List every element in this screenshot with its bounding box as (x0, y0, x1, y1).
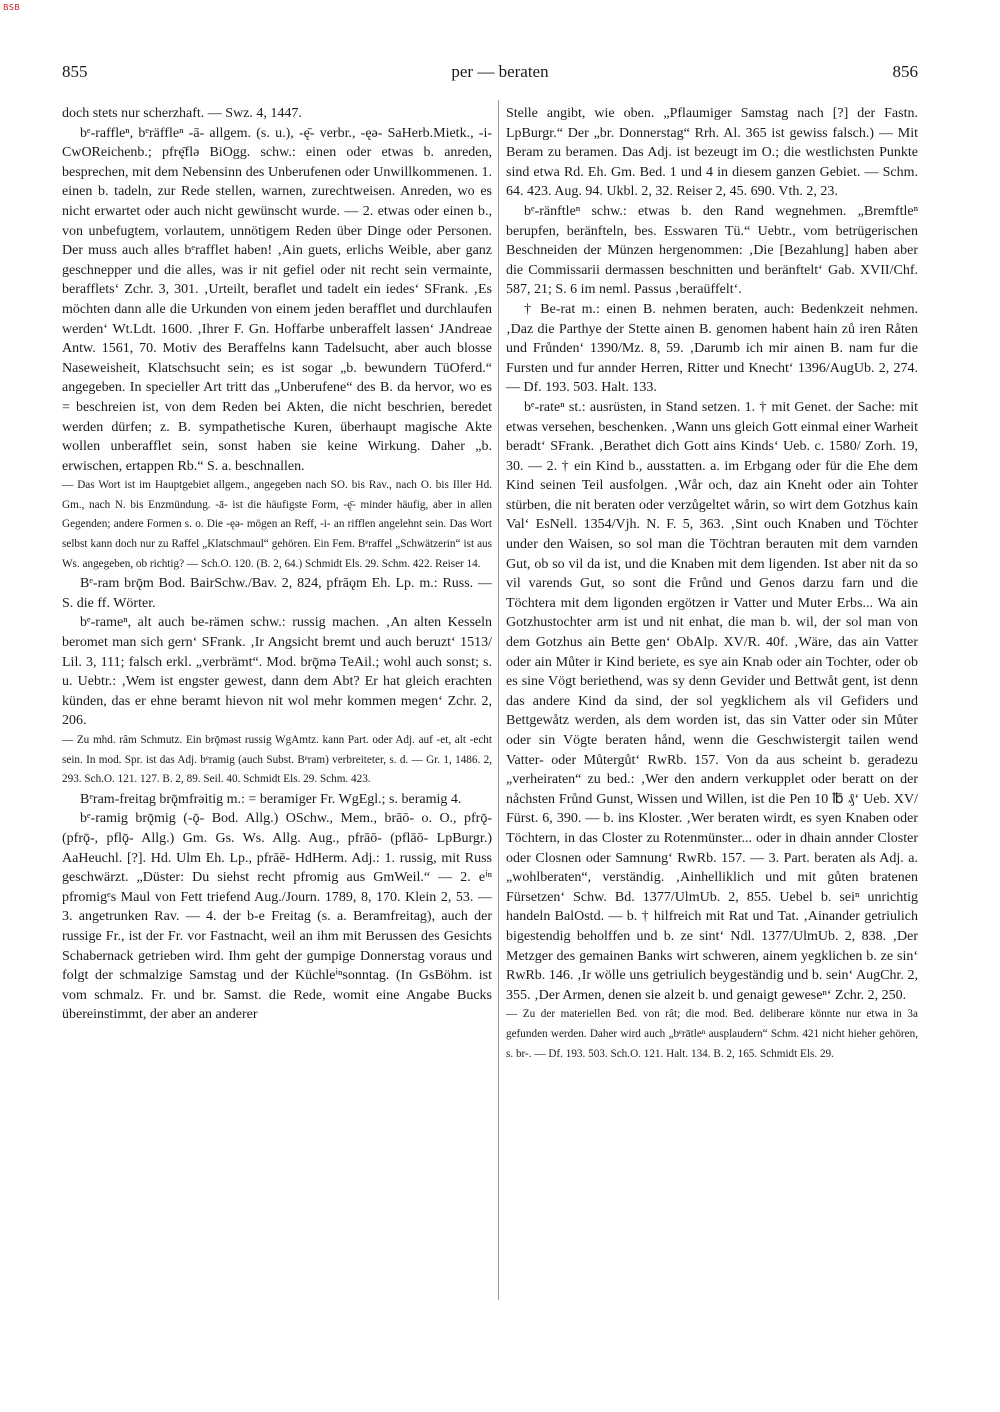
library-stamp: BSB (3, 3, 21, 12)
right-column (506, 104, 918, 1064)
paragraph: — Das Wort ist im Hauptgebiet allgem., angegeben nach SO. bis Rav., nach O. bis Iller Hd. Gm., nach N. bis Enzmündung. -ā- ist die häufigste Form, -ę̄- minder häufig, aber in allen Gegenden; andere Formen s. o. Die -ęə- mögen an Reff, -i- an rifflen angelehnt sein. Das Wort selbst kann doch nur zu Raffel „Klatschmaul“ gehören. Ein Fem. Bᵉraffel „Schwätzerin“ ist aus Ws. angegeben, ob richtig? — Sch.O. 120. (B. 2, 64.) Schmidt Els. 29. Schm. 422. Reiser 14. (62, 479, 492, 570)
entry-berat: † Be-rat m.: einen B. nehmen beraten, auch: Bedenkzeit nehmen. ‚Daz die Parthye der Stette ainen B. genomen habent hain zů iren Råten und Frůnden‘ 1390/Mz. 8, 59. ‚Darumb ich mir ainen B. nam fur die Fursten und fur annder Herren, Ritter und Knecht‘ 1396/AugUb. 2, 274. — Df. 193. 503. Halt. 133. (506, 301, 918, 396)
entry-beraffeln: bᵉ-raffleⁿ, bᵉräffleⁿ -ā- allgem. (s. u.), -ę̄- verbr., -ęə- SaHerb.Mietk., -i- CwOReichenb.; pfrę̄flə BiOgg. schw.: einen oder etwas b. anreden, besprechen, mit dem Nebensinn des Unberufenen oder Unwillkommenen. 1. einen b. tadeln, zur Rede stellen, warnen, zurechtweisen. Anreden, wo es nicht erwartet oder auch nicht gewünscht wurde. — 2. etwas oder einen b., von unbefugtem, vorlautem, unnötigem Reden über Dinge oder Personen. Der muss auch alles bᵉrafflet haben! ‚Ain guets, erlichs Weible, aber ganz geschnepper und die alles, was ir nit gefiel oder nit recht sein vermainte, berafflets‘ Zchr. 3, 301. ‚Urteilt, beraflet und tadelt ein iedes‘ SFrank. ‚Es möchten dann alle die Urkunden von einem jeden berafflet und durchlaufen werden‘ Wt.Ldt. 1600. ‚Ihrer F. Gn. Hoffarbe unberaffelt lassen‘ JAndreae Antw. 1561, 70. Motiv des Beraffelns kann Tadelsucht, aber auch blosse Naseweisheit, Klatschsucht sein; es ist sogar „b. bewundern TüOferd.“ angegeben. In specieller Art tritt das „Unberufene“ des B. da hervor, wo es = beschreien ist, von dem Reden bei Akten, die nicht beschrien, beredet werden dürfen; z. B. sympathetische Kuren, überhaupt magische Akte wollen unberafflet sein, sonst haben sie keine Wirkung. Daher „b. erwischen, ertappen Rb.“ S. a. beschnallen. (62, 125, 492, 474)
entry-beramig: bᵉ-ramig brǭmig (-ǭ- Bod. Allg.) OSchw., Mem., brāō- o. O., pfrǭ- (pfrǭ-, pflǭ- Allg.) Gm. Gs. Ws. Allg. Aug., pfrāō- (pflāō- LpBurgr.) AaHeuchl. [?]. Hd. Ulm Eh. Lp., pfrāē- HdHerm. Adj.: 1. russig, mit Russ geschwärzt. „Düster: Du siehst recht pfromig aus GmWeil.“ — 2. eⁱⁿ pfromigᵉs Maul von Fett triefend Aug./Journ. 1789, 8, 170. Klein 2, 53. — 3. angetrunken Rav. — 4. der b-e Freitag (s. a. Beramfreitag), auch der russige Fr., ist der Fr. vor Fastnacht, weil an ihm mit Berussen des Gesichts Schabernack getrieben wird. Ihm geht der gumpige Donnerstag voraus und folgt der schmalzige Samstag und der Küchleⁱⁿsonntag. (In GsBöhm. ist vom schmalz. Fr. und br. Samst. die Rede, womit eine Angabe Bucks übereinstimmt, der aber an anderer (62, 811, 492, 1023)
paragraph: doch stets nur scherzhaft. — Swz. 4, 1447. (62, 106, 302, 121)
entry-beramfreitag: Bᵉram-freitag brǭmfrəitig m.: = beramiger Fr. WgEgl.; s. beramig 4. (80, 791, 462, 807)
left-column (62, 104, 492, 1025)
page-number-left: 855 (62, 62, 88, 81)
entry-beramen: bᵉ-rameⁿ, alt auch be-rämen schw.: russig machen. ‚An alten Kesseln beromet man sich gern‘ SFrank. ‚Ir Angsicht bremt und auch beruzt‘ 1513/ Lil. 3, 111; falsch erkl. „verbrämt“. Mod. brǭmə TeAil.; wohl auch sonst; s. u. Uebtr.: ‚Wem ist engster gewest, dann dem Abt? Er hat gleich erachten künden, das er ehne beramt hievon nit wol mehr kommen megen‘ Zchr. 2, 206. (62, 615, 492, 729)
page-number-right: 856 (892, 62, 918, 81)
entry-beraten: bᵉ-rateⁿ st.: ausrüsten, in Stand setzen. 1. † mit Genet. der Sache: mit etwas versehen, beschenken. ‚Wann uns gleich Gott einmal einer Warheit beradt‘ SFrank. ‚Berathet dich Gott ains Kinds‘ Ueb. c. 1580/ Zorh. 19, 30. — 2. † ein Kind b., ausstatten. a. im Erbgang oder für die Ehe dem Kind seinen Teil ausfolgen. ‚Wår och, daz ain Kneht oder ain Tohter stürben, die nit beraten oder verzůgeltet wårin, so wirt dem Gotzhus kain Val‘ EsNell. 1354/Vjh. N. F. 5, 363. ‚Sint ouch Knaben und Töchter under den Waisen, so sol man die Töchtran berauten mit dem varnden Gut, ob so vil da ist, und die Knaben mit dem ligenden. Ist aber nit da so vil varends Gut, so sont die Frůnd und Genos darzu farn und die Töchtera mit dem ligonden ergötzen ir Vatter und Muter Erbs... Wa ain Gotzhustochter arm ist und nit enhat, die man b. wil, der sol man von dem Gotzhus ain Bette gen‘ ObAlp. XV/R. 40f. ‚Wäre, das ain Vatter oder ain Můter ir Kind beriete, es sye ain Knab oder ain Tochter, oder ob es sine Vögt beriethend, was sy denn Gevider und Bettwåt gent, ist denn das andere Kind da sind, der sol yegklichem als vil Gefiders und Bettgewåtz werden, als dem worden ist, das sin Vatter oder sin Můter oder sin Vögte beraten hånd, wenn die Geschwistergit tailen wend Vatter- oder Můtergůt‘ RwRb. 157. Von da aus scheint b. geradezu „verheiraten“ zu bed.: ‚Wer den andern verkupplet oder beratt on der nåchsten Frůnd Gunst, Wissen und Willen, ist die Pen 10 ℔ ₰‘ Ueb. XV/ Fürst. 6, 390. — b. ins Kloster. ‚Wer beraten wirdt, es syen Knaben oder Töchtern, in das Closter zu Rotenmünster... oder in dhain annder Closter oder Closnen oder Samnung‘ RwRb. 157. — 3. Part. beraten als Adj. a. „wohlberaten“, verständig. ‚Ainhelliklich und mit gůten bratenen Fürsetzen‘ Schw. Bd. 1377/UlmUb. 2, 855. Uebel b. seiⁿ unrichtig handeln BalOstd. — b. † hilfreich mit Rat und Tat. ‚Ainander getriulich bigestendig beholffen und b. ze sint‘ Ndl. 1377/UlmUb. 2, 838. ‚Der Metzger des gemainen Banks wirt schweren, ainem yegklichen b. ze sin‘ RwRb. 146. ‚Ir wölle uns getriulich beygeständig und b. sein‘ AugChr. 2, 355. ‚Der Armen, denen sie alzeit b. und genaigt geweseⁿ‘ Zchr. 2, 250. (506, 399, 918, 1003)
paragraph: Stelle angibt, wie oben. „Pflaumiger Samstag nach [?] der Fastn. LpBurgr.“ Der „br. Donnerstag“ Rrh. Al. 365 ist gewiss falsch.) — Mit Beram zu beramen. Das Adj. ist bezeugt im O.; die westlichsten Punkte sind etwa Rd. Eh. Gm. Bed. 1 und 4 in diesem ganzen Gebiet. — Schm. 64. 423. Aug. 94. Ukbl. 2, 32. Reiser 2, 45. 690. Vth. 2, 23. (506, 106, 918, 200)
entry-beram: Bᵉ-ram brǭm Bod. BairSchw./Bav. 2, 824, pfrāǫm Eh. Lp. m.: Russ. — S. die ff. Wörter. (62, 576, 492, 611)
paragraph: — Zu mhd. râm Schmutz. Ein brǭməst russig WgAmtz. kann Part. oder Adj. auf -et, alt -echt sein. In mod. Spr. ist das Adj. bᵉramig (auch Subst. Bᵉram) verbreiteter, s. d. — Gr. 1, 1486. 2, 293. Sch.O. 121. 127. B. 2, 89. Seil. 40. Schmidt Els. 29. Schm. 423. (62, 734, 492, 786)
running-title: per — beraten (451, 62, 549, 81)
column-divider (498, 100, 499, 1300)
page-header (0, 62, 1000, 84)
paragraph: — Zu der materiellen Bed. von rât; die mod. Bed. deliberare könnte nur etwa in 3a gefunden werden. Daher wird auch „bᵉrātleⁿ ausplaudern“ Schm. 421 nicht hieher gehören, s. br-. — Df. 193. 503. Sch.O. 121. Halt. 134. B. 2, 165. Schmidt Els. 29. (506, 1008, 918, 1060)
entry-beraenfteln: bᵉ-ränftleⁿ schw.: etwas b. den Rand wegnehmen. „Bremftleⁿ berupfen, beränfteln, bes. Esswaren Tü.“ Uebtr., vom betrügerischen Beschneiden der Münzen hergenommen: ‚Die [Bezahlung] haben aber die Commissarii dermassen beschnitten und beränftelt‘ Gab. XVII/Chf. 587, 21; S. 6 im neml. Passus ‚beraüffelt‘. (506, 203, 918, 298)
